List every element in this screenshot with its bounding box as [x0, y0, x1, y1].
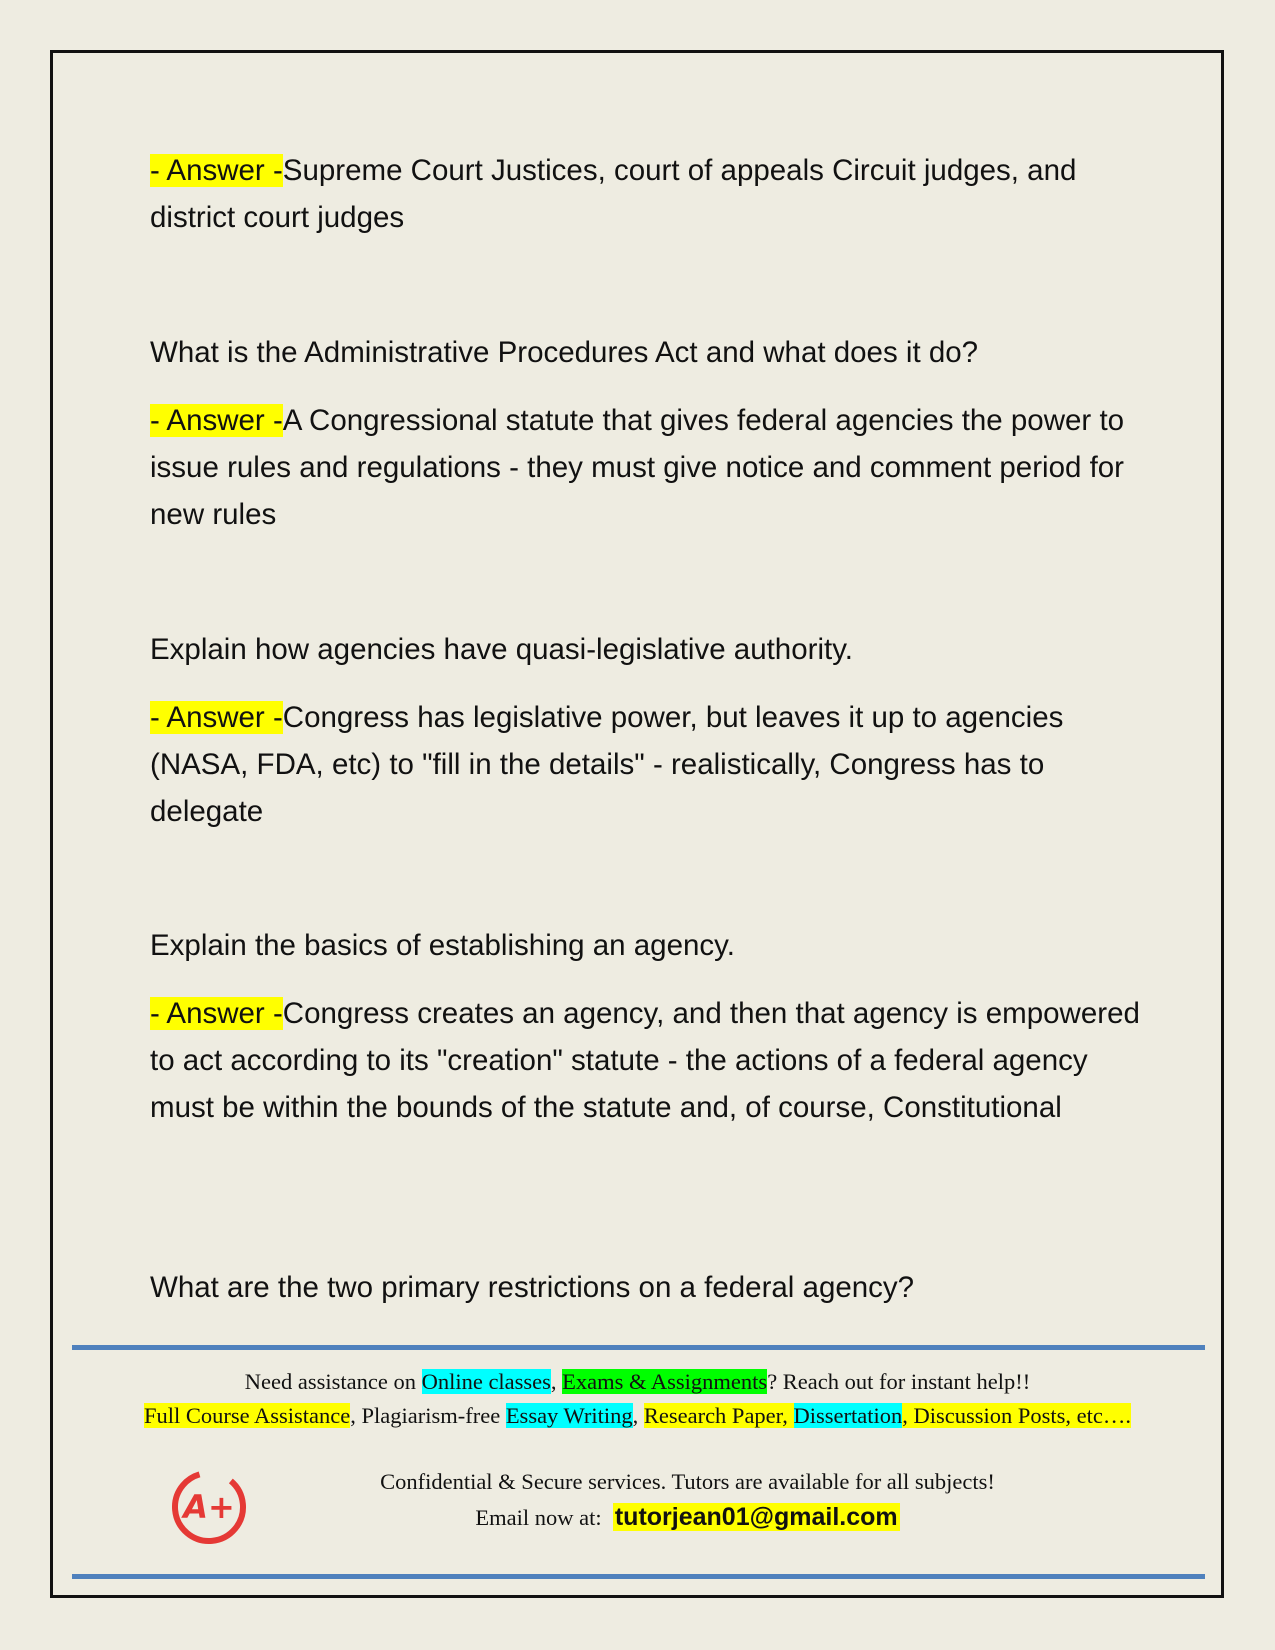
exams-highlight: Exams & Assignments — [562, 1369, 768, 1394]
answer-label: - Answer - — [150, 404, 283, 437]
email-link[interactable]: tutorjean01@gmail.com — [614, 1503, 898, 1531]
email-prefix: Email now at: — [475, 1505, 613, 1530]
answer-text: Supreme Court Justices, court of appeals Circuit judges, and district court judges — [150, 154, 1077, 234]
question-5: What are the two primary restrictions on a federal agency? — [150, 1271, 915, 1304]
footer-line-2 — [0, 1401, 1275, 1431]
answer-label: - Answer - — [150, 997, 283, 1030]
answer-2 — [150, 397, 1140, 538]
footer-text: ? Reach out for instant help!! — [767, 1369, 1031, 1394]
question-3: Explain how agencies have quasi-legislative authority. — [150, 633, 853, 666]
dissertation-highlight: Dissertation — [793, 1403, 903, 1428]
research-highlight: Research Paper, — [643, 1403, 794, 1428]
footer-email-line — [0, 1502, 1275, 1533]
footer-confidential: Confidential & Secure services. Tutors are available for all subjects! — [380, 1469, 995, 1494]
answer-label: - Answer - — [150, 154, 283, 187]
online-classes-highlight: Online classes — [421, 1369, 551, 1394]
essay-highlight: Essay Writing — [505, 1403, 633, 1428]
full-course-highlight: Full Course Assistance — [143, 1403, 351, 1428]
answer-4 — [150, 990, 1140, 1131]
footer-text: , Plagiarism-free — [350, 1403, 506, 1428]
footer-text: Need assistance on — [244, 1369, 422, 1394]
discussion-highlight: , Discussion Posts, etc…. — [902, 1403, 1132, 1428]
answer-label: - Answer - — [150, 701, 283, 734]
question-4: Explain the basics of establishing an agency. — [150, 929, 735, 962]
footer-line-1 — [0, 1367, 1275, 1397]
logo-text: A+ — [183, 1488, 235, 1526]
question-2: What is the Administrative Procedures Act and what does it do? — [150, 336, 979, 369]
footer-text: , — [632, 1403, 644, 1428]
answer-3 — [150, 694, 1140, 835]
answer-text: A Congressional statute that gives federal agencies the power to issue rules and regulations - they must give notice and comment period for new rules — [150, 404, 1125, 531]
footer-bottom-rule — [72, 1574, 1205, 1579]
footer-text: , — [550, 1369, 563, 1394]
answer-1 — [150, 147, 1140, 241]
answer-text: Congress creates an agency, and then that agency is empowered to act according to its "creation" statute - the actions of a federal agency must be within the bounds of the statute and, of course, Constitutional — [150, 997, 1140, 1124]
answer-text: Congress has legislative power, but leaves it up to agencies (NASA, FDA, etc) to "fill in the details" - realistically, Congress has to delegate — [150, 701, 1064, 828]
footer-top-rule — [72, 1345, 1205, 1350]
